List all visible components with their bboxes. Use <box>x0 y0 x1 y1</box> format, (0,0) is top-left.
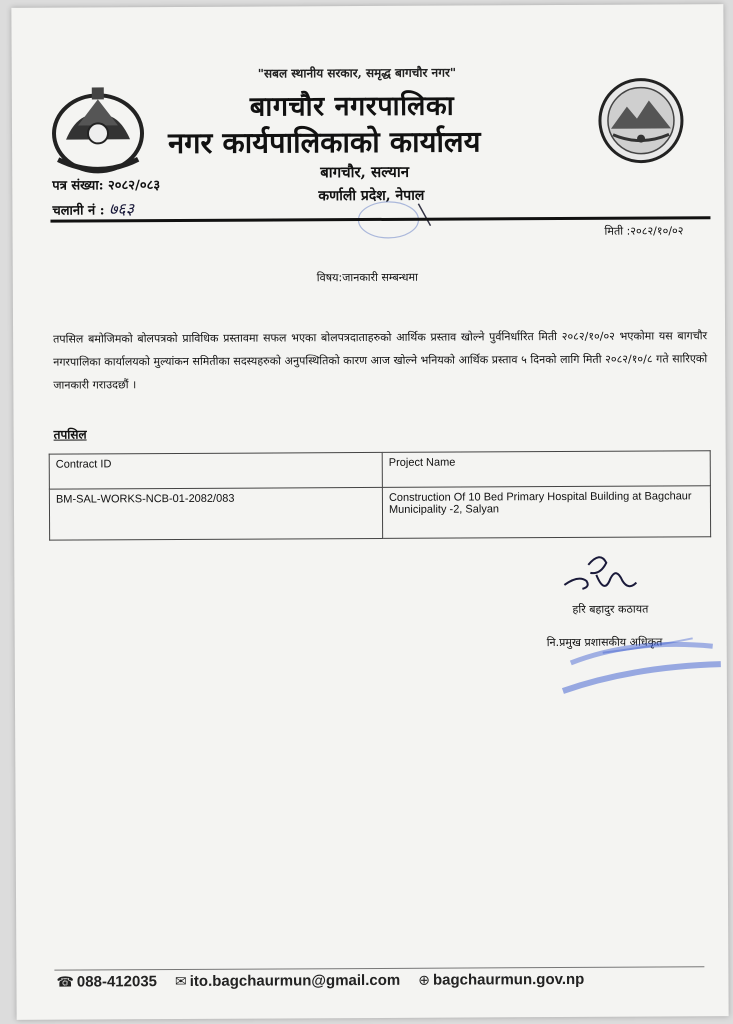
globe-icon: ⊕ <box>418 971 430 988</box>
nepal-emblem-icon <box>48 81 149 178</box>
subject-line: विषय:जानकारी सम्बन्धमा <box>316 270 419 285</box>
footer-email <box>175 972 400 990</box>
cell-contract-id: BM-SAL-WORKS-NCB-01-2082/083 <box>49 487 382 540</box>
email-icon: ✉ <box>174 972 187 990</box>
chalani-label: चलानी नं : <box>52 203 105 219</box>
contracts-table <box>49 450 711 540</box>
header-contract-id: Contract ID <box>49 452 382 489</box>
letter-date: मिती :२०८२/१०/०२ <box>604 224 684 238</box>
table-row <box>49 486 710 540</box>
header-project-name: Project Name <box>382 451 710 488</box>
address-line-1: बागचौर, सल्यान <box>320 162 410 182</box>
org-name: बागचौर नगरपालिका <box>249 90 455 123</box>
signature-icon <box>560 545 640 601</box>
cell-project-name: Construction Of 10 Bed Primary Hospital Building at Bagchaur Municipality -2, Salyan <box>382 486 710 539</box>
signer-name: हरि बहादुर कठायत <box>572 602 649 616</box>
website-text: bagchaurmun.gov.np <box>432 970 585 989</box>
blue-stamp-icon <box>543 632 733 703</box>
letter-body: तपसिल बमोजिमको बोलपत्रको प्राविधिक प्रस्तावमा सफल भएका बोलपत्रदाताहरुको आर्थिक प्रस्ताव खोल्ने पुर्वनिर्धारित मिती २०८२/१०/०२ भएकोमा यस बागचौर नगरपालिका कार्यालयको मुल्यांकन समितीका सदस्यहरुको अनुपस्थितिको कारण आज खोल्ने भनियको आर्थिक प्रस्ताव ५ दिनको लागि मिती २०८२/१०/८ गते सारिएको जानकारी गराउदछौं । <box>53 329 708 392</box>
slogan: "सबल स्थानीय सरकार, समृद्ध बागचौर नगर" <box>257 65 457 81</box>
patra-label: पत्र संख्या: <box>52 178 104 194</box>
email-text: ito.bagchaurmun@gmail.com <box>189 971 401 990</box>
letter-page <box>11 4 728 1020</box>
chalani-value: ७६३ <box>108 199 135 219</box>
footer-phone <box>56 973 157 991</box>
tapsil-heading: तपसिल <box>53 427 87 442</box>
address-line-2: कर्णाली प्रदेश, नेपाल <box>318 187 425 205</box>
patra-value: २०८२/०८३ <box>107 178 161 194</box>
patra-sankhya <box>52 175 160 194</box>
footer-divider <box>54 966 704 970</box>
footer-contacts <box>56 971 584 991</box>
chalani-number <box>52 197 134 219</box>
phone-icon: ☎ <box>56 973 74 990</box>
footer-website <box>418 971 584 989</box>
signer-designation: नि.प्रमुख प्रशासकीय अधिकृत <box>546 635 663 650</box>
office-name: नगर कार्यपालिकाको कार्यालय <box>167 124 481 161</box>
phone-text: 088-412035 <box>76 973 158 991</box>
municipality-logo-icon <box>597 76 685 164</box>
table-header-row <box>49 451 710 489</box>
